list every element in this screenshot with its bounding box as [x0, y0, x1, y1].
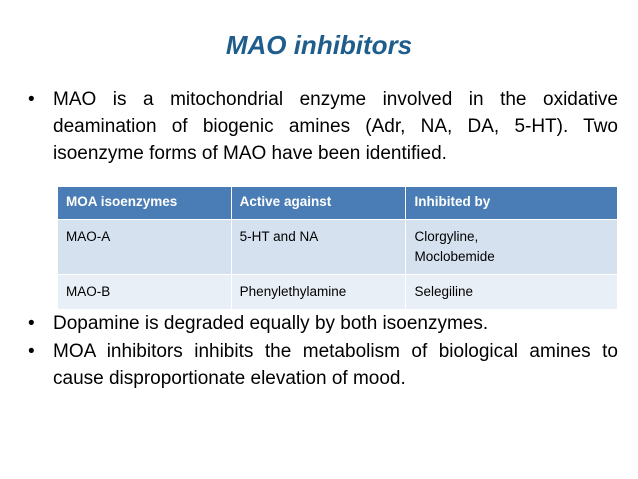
column-header: Inhibited by: [406, 187, 618, 220]
table-cell: Selegiline: [406, 275, 618, 310]
bullet-marker: •: [28, 313, 35, 334]
isoenzyme-table: [57, 186, 618, 310]
slide-title: MAO inhibitors: [225, 30, 413, 60]
cell-line: Moclobemide: [414, 249, 495, 264]
bullet-item: [28, 338, 618, 392]
table-cell: MAO-B: [58, 275, 232, 310]
bullet-text: Dopamine is degraded equally by both isoenzymes.: [53, 313, 489, 334]
table-cell: 5-HT and NA: [231, 220, 406, 275]
table-cell: MAO-A: [58, 220, 232, 275]
column-header: Active against: [231, 187, 406, 220]
bullet-marker: •: [28, 89, 35, 110]
bullet-marker: •: [28, 341, 35, 362]
bullet-text: MOA inhibitors inhibits the metabolism of biological amines to cause disproportionate elevation of mood.: [53, 341, 618, 389]
table-row: [58, 220, 618, 275]
table-row: [58, 275, 618, 310]
table-header-row: [58, 187, 618, 220]
column-header: MOA isoenzymes: [58, 187, 232, 220]
bullet-text: MAO is a mitochondrial enzyme involved in the oxidative deamination of biogenic amines (Adr, NA, DA, 5-HT). Two isoenzyme forms of MAO have been identified.: [53, 89, 618, 164]
cell-line: Clorgyline,: [414, 229, 479, 244]
table-cell: [406, 220, 618, 275]
bullet-item: [28, 310, 618, 337]
bullet-item: [28, 86, 618, 167]
table-cell: Phenylethylamine: [231, 275, 406, 310]
